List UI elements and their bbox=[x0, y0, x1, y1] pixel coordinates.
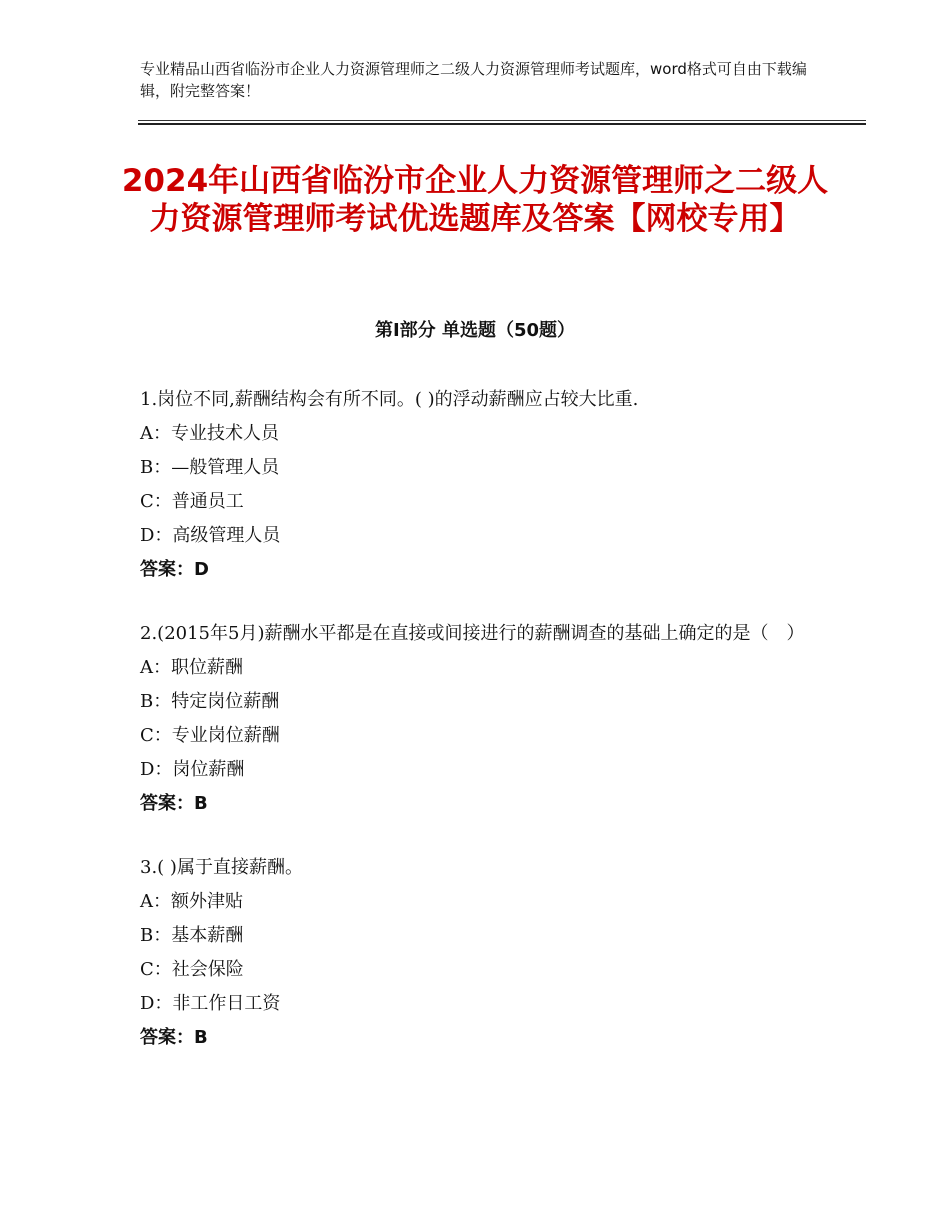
option-c: C：社会保险 bbox=[140, 959, 244, 980]
section-title: 第Ⅰ部分 单选题（50题） bbox=[374, 320, 575, 341]
answer-label: 答案：D bbox=[140, 559, 209, 580]
header-rule-top bbox=[138, 120, 866, 121]
document-title: 2024年山西省临汾市企业人力资源管理师之二级人力资源管理师考试优选题库及答案【网校专用】 bbox=[121, 163, 829, 237]
question-stem: 1.岗位不同,薪酬结构会有所不同。( )的浮动薪酬应占较大比重. bbox=[140, 389, 639, 410]
question-list bbox=[140, 383, 840, 1085]
question-stem: 3.( )属于直接薪酬。 bbox=[140, 857, 303, 878]
option-d: D：高级管理人员 bbox=[140, 525, 281, 546]
header-rule-bottom bbox=[138, 123, 866, 125]
question-stem: 2.(2015年5月)薪酬水平都是在直接或间接进行的薪酬调查的基础上确定的是（ ） bbox=[140, 623, 805, 644]
option-b: B：特定岗位薪酬 bbox=[140, 691, 280, 712]
option-a: A：专业技术人员 bbox=[140, 423, 279, 444]
header-note: 专业精品山西省临汾市企业人力资源管理师之二级人力资源管理师考试题库，word格式可自由下载编辑，附完整答案！ bbox=[140, 60, 807, 100]
option-b: B：基本薪酬 bbox=[140, 925, 244, 946]
option-c: C：专业岗位薪酬 bbox=[140, 725, 280, 746]
option-b: B：—般管理人员 bbox=[140, 457, 280, 478]
option-a: A：职位薪酬 bbox=[140, 657, 243, 678]
question-3 bbox=[140, 851, 840, 1055]
option-d: D：岗位薪酬 bbox=[140, 759, 245, 780]
option-a: A：额外津贴 bbox=[140, 891, 243, 912]
option-d: D：非工作日工资 bbox=[140, 993, 281, 1014]
answer-label: 答案：B bbox=[140, 1027, 208, 1048]
answer-label: 答案：B bbox=[140, 793, 208, 814]
question-2 bbox=[140, 617, 840, 821]
question-1 bbox=[140, 383, 840, 587]
option-c: C：普通员工 bbox=[140, 491, 244, 512]
